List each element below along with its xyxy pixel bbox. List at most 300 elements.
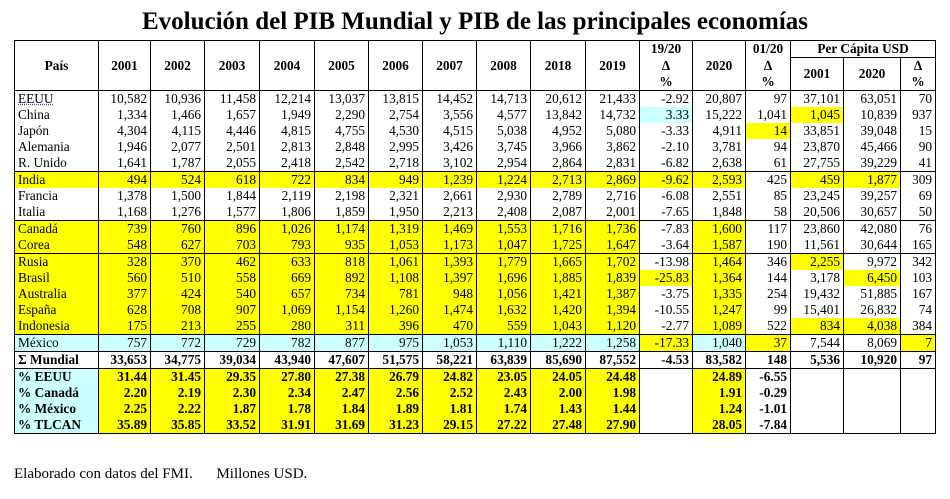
- value-cell: 2,198: [315, 188, 369, 204]
- value-cell: 2,290: [315, 107, 369, 123]
- table-row: [15, 237, 936, 254]
- value-cell: 1,239: [423, 172, 477, 189]
- value-cell: 892: [315, 270, 369, 286]
- table-body: [15, 91, 936, 434]
- units-note: Millones USD.: [216, 466, 308, 482]
- value-cell: 90: [901, 139, 936, 155]
- value-cell: 2,001: [586, 204, 640, 221]
- country-name-cell: Rusia: [15, 254, 99, 271]
- value-cell: 1.74: [477, 401, 531, 417]
- value-cell: 1,464: [693, 254, 746, 271]
- value-cell: -6.08: [640, 188, 693, 204]
- country-name-cell: Australia: [15, 286, 99, 302]
- country-name-cell: China: [15, 107, 99, 123]
- value-cell: 9,972: [844, 254, 901, 271]
- col-header-change-01-20: 01/20: [746, 41, 791, 58]
- value-cell: 31.45: [151, 369, 205, 386]
- value-cell: 167: [901, 286, 936, 302]
- value-cell: 15,401: [791, 302, 844, 318]
- value-cell: 949: [369, 172, 423, 189]
- value-cell: 1,069: [260, 302, 315, 318]
- value-cell: 144: [746, 270, 791, 286]
- country-name-cell: % Canadá: [15, 385, 99, 401]
- value-cell: 1,632: [477, 302, 531, 318]
- value-cell: 4,530: [369, 123, 423, 139]
- value-cell: 13,815: [369, 91, 423, 108]
- value-cell: 781: [369, 286, 423, 302]
- value-cell: 1,041: [746, 107, 791, 123]
- table-row: [15, 302, 936, 318]
- value-cell: 2.43: [477, 385, 531, 401]
- value-cell: 27.80: [260, 369, 315, 386]
- value-cell: 76: [901, 221, 936, 238]
- value-cell: 1,120: [586, 318, 640, 335]
- value-cell: 1,393: [423, 254, 477, 271]
- value-cell: 1,173: [423, 237, 477, 254]
- value-cell: 1,702: [586, 254, 640, 271]
- value-cell: 628: [99, 302, 151, 318]
- value-cell: 29.35: [205, 369, 260, 386]
- value-cell: 1,421: [531, 286, 586, 302]
- value-cell: -7.84: [746, 417, 791, 434]
- value-cell: 2,995: [369, 139, 423, 155]
- value-cell: 548: [99, 237, 151, 254]
- col-header-year: 2008: [477, 41, 531, 91]
- value-cell: 3,102: [423, 155, 477, 172]
- value-cell: 1,174: [315, 221, 369, 238]
- value-cell: [640, 385, 693, 401]
- value-cell: 70: [901, 91, 936, 108]
- value-cell: 39,257: [844, 188, 901, 204]
- value-cell: 6,450: [844, 270, 901, 286]
- value-cell: 346: [746, 254, 791, 271]
- value-cell: 2,930: [477, 188, 531, 204]
- value-cell: 20,807: [693, 91, 746, 108]
- value-cell: 97: [901, 352, 936, 369]
- value-cell: 1,040: [693, 335, 746, 352]
- col-header-year: 2001: [99, 41, 151, 91]
- value-cell: 21,433: [586, 91, 640, 108]
- value-cell: 1,420: [531, 302, 586, 318]
- value-cell: 2,813: [260, 139, 315, 155]
- value-cell: -4.53: [640, 352, 693, 369]
- value-cell: 2,087: [531, 204, 586, 221]
- value-cell: 782: [260, 335, 315, 352]
- col-header-pc-2001: 2001: [791, 58, 844, 91]
- value-cell: 35.89: [99, 417, 151, 434]
- value-cell: 7: [901, 335, 936, 352]
- value-cell: 2,754: [369, 107, 423, 123]
- value-cell: 729: [205, 335, 260, 352]
- value-cell: 1,397: [423, 270, 477, 286]
- value-cell: 3,556: [423, 107, 477, 123]
- table-header: [15, 41, 936, 91]
- value-cell: 1,779: [477, 254, 531, 271]
- value-cell: 14,732: [586, 107, 640, 123]
- table-row: [15, 91, 936, 108]
- value-cell: 24.89: [693, 369, 746, 386]
- country-name-cell: % México: [15, 401, 99, 417]
- value-cell: 1,716: [531, 221, 586, 238]
- value-cell: 11,458: [205, 91, 260, 108]
- value-cell: [791, 417, 844, 434]
- value-cell: 1,885: [531, 270, 586, 286]
- value-cell: 772: [151, 335, 205, 352]
- value-cell: 1.43: [531, 401, 586, 417]
- value-cell: 23.05: [477, 369, 531, 386]
- value-cell: 3.33: [640, 107, 693, 123]
- country-name-cell: Indonesia: [15, 318, 99, 335]
- value-cell: 5,080: [586, 123, 640, 139]
- value-cell: 3,178: [791, 270, 844, 286]
- value-cell: -0.29: [746, 385, 791, 401]
- value-cell: 2,551: [693, 188, 746, 204]
- value-cell: 907: [205, 302, 260, 318]
- value-cell: 2,661: [423, 188, 477, 204]
- value-cell: 83,582: [693, 352, 746, 369]
- value-cell: 3,745: [477, 139, 531, 155]
- value-cell: 3,426: [423, 139, 477, 155]
- value-cell: 63,839: [477, 352, 531, 369]
- value-cell: 2.56: [369, 385, 423, 401]
- table-row: [15, 401, 936, 417]
- value-cell: 10,582: [99, 91, 151, 108]
- value-cell: 4,815: [260, 123, 315, 139]
- delta-label: Δ: [640, 58, 693, 75]
- value-cell: 1,026: [260, 221, 315, 238]
- value-cell: [901, 401, 936, 417]
- value-cell: 834: [791, 318, 844, 335]
- value-cell: 14: [746, 123, 791, 139]
- value-cell: 31.44: [99, 369, 151, 386]
- value-cell: [844, 369, 901, 386]
- country-name-cell: México: [15, 335, 99, 352]
- value-cell: 19,432: [791, 286, 844, 302]
- value-cell: 1,335: [693, 286, 746, 302]
- value-cell: 1,260: [369, 302, 423, 318]
- value-cell: 1,053: [369, 237, 423, 254]
- value-cell: 11,561: [791, 237, 844, 254]
- value-cell: 2.00: [531, 385, 586, 401]
- value-cell: -10.55: [640, 302, 693, 318]
- value-cell: 1,647: [586, 237, 640, 254]
- table-row: [15, 123, 936, 139]
- value-cell: 14,713: [477, 91, 531, 108]
- value-cell: 1,657: [205, 107, 260, 123]
- value-cell: [640, 417, 693, 434]
- value-cell: 522: [746, 318, 791, 335]
- country-name-cell: % EEUU: [15, 369, 99, 386]
- page-title: Evolución del PIB Mundial y PIB de las principales economías: [141, 8, 809, 35]
- value-cell: [640, 369, 693, 386]
- value-cell: 255: [205, 318, 260, 335]
- value-cell: -3.33: [640, 123, 693, 139]
- value-cell: [791, 385, 844, 401]
- value-cell: 94: [746, 139, 791, 155]
- value-cell: 103: [901, 270, 936, 286]
- value-cell: 37: [746, 335, 791, 352]
- value-cell: 1.24: [693, 401, 746, 417]
- value-cell: 760: [151, 221, 205, 238]
- value-cell: -17.33: [640, 335, 693, 352]
- value-cell: [791, 369, 844, 386]
- value-cell: 41: [901, 155, 936, 172]
- value-cell: 26.79: [369, 369, 423, 386]
- value-cell: 657: [260, 286, 315, 302]
- value-cell: -25.83: [640, 270, 693, 286]
- value-cell: 1.98: [586, 385, 640, 401]
- value-cell: 2,864: [531, 155, 586, 172]
- value-cell: 510: [151, 270, 205, 286]
- col-header-change-19-20: 19/20: [640, 41, 693, 58]
- value-cell: 1,553: [477, 221, 531, 238]
- value-cell: 117: [746, 221, 791, 238]
- value-cell: 834: [315, 172, 369, 189]
- value-cell: 1,696: [477, 270, 531, 286]
- country-name-cell: R. Unido: [15, 155, 99, 172]
- value-cell: 1,168: [99, 204, 151, 221]
- value-cell: 559: [477, 318, 531, 335]
- value-cell: 39,229: [844, 155, 901, 172]
- value-cell: 15,222: [693, 107, 746, 123]
- value-cell: 2.52: [423, 385, 477, 401]
- value-cell: 1,949: [260, 107, 315, 123]
- value-cell: 3,966: [531, 139, 586, 155]
- col-header-year: 2018: [531, 41, 586, 91]
- value-cell: 311: [315, 318, 369, 335]
- value-cell: 1.78: [260, 401, 315, 417]
- country-name-cell: EEUU: [15, 91, 99, 108]
- value-cell: 1,258: [586, 335, 640, 352]
- value-cell: -7.65: [640, 204, 693, 221]
- value-cell: -2.10: [640, 139, 693, 155]
- value-cell: 50: [901, 204, 936, 221]
- value-cell: 309: [901, 172, 936, 189]
- value-cell: 948: [423, 286, 477, 302]
- value-cell: 2,255: [791, 254, 844, 271]
- value-cell: 1,394: [586, 302, 640, 318]
- value-cell: 937: [901, 107, 936, 123]
- table-row: [15, 385, 936, 401]
- value-cell: 10,839: [844, 107, 901, 123]
- value-cell: 1.81: [423, 401, 477, 417]
- value-cell: 43,940: [260, 352, 315, 369]
- country-name-cell: España: [15, 302, 99, 318]
- country-name-cell: Brasil: [15, 270, 99, 286]
- value-cell: 1,641: [99, 155, 151, 172]
- value-cell: -1.01: [746, 401, 791, 417]
- table-row: [15, 155, 936, 172]
- table-row: [15, 318, 936, 335]
- value-cell: 370: [151, 254, 205, 271]
- value-cell: 1,387: [586, 286, 640, 302]
- value-cell: 425: [746, 172, 791, 189]
- value-cell: 280: [260, 318, 315, 335]
- value-cell: [791, 401, 844, 417]
- value-cell: -2.92: [640, 91, 693, 108]
- delta-label: Δ: [746, 58, 791, 75]
- value-cell: 2,119: [260, 188, 315, 204]
- value-cell: 13,037: [315, 91, 369, 108]
- value-cell: 39,034: [205, 352, 260, 369]
- value-cell: 1,053: [423, 335, 477, 352]
- col-header-per-capita: Per Cápita USD: [791, 41, 936, 58]
- value-cell: 1,844: [205, 188, 260, 204]
- value-cell: 4,038: [844, 318, 901, 335]
- value-cell: 2,848: [315, 139, 369, 155]
- value-cell: 58,221: [423, 352, 477, 369]
- value-cell: 2,055: [205, 155, 260, 172]
- value-cell: 377: [99, 286, 151, 302]
- value-cell: 2.34: [260, 385, 315, 401]
- table-row: [15, 286, 936, 302]
- value-cell: 87,552: [586, 352, 640, 369]
- value-cell: 20,612: [531, 91, 586, 108]
- value-cell: 35.85: [151, 417, 205, 434]
- value-cell: -9.62: [640, 172, 693, 189]
- table-row: [15, 352, 936, 369]
- col-header-year: 2007: [423, 41, 477, 91]
- value-cell: 560: [99, 270, 151, 286]
- value-cell: 2,077: [151, 139, 205, 155]
- value-cell: 2,954: [477, 155, 531, 172]
- country-name-cell: Σ Mundial: [15, 352, 99, 369]
- value-cell: 27.38: [315, 369, 369, 386]
- value-cell: 58: [746, 204, 791, 221]
- value-cell: 1,587: [693, 237, 746, 254]
- table-row: [15, 139, 936, 155]
- col-header-year: 2005: [315, 41, 369, 91]
- value-cell: -2.77: [640, 318, 693, 335]
- value-cell: 896: [205, 221, 260, 238]
- value-cell: -6.82: [640, 155, 693, 172]
- value-cell: [640, 401, 693, 417]
- country-name-cell: Francia: [15, 188, 99, 204]
- value-cell: 540: [205, 286, 260, 302]
- value-cell: 1,222: [531, 335, 586, 352]
- col-header-year: 2019: [586, 41, 640, 91]
- value-cell: 1,577: [205, 204, 260, 221]
- source-note: Elaborado con datos del FMI.: [14, 466, 193, 482]
- table-row: [15, 188, 936, 204]
- value-cell: 1,600: [693, 221, 746, 238]
- value-cell: 24.82: [423, 369, 477, 386]
- value-cell: 23,245: [791, 188, 844, 204]
- col-header-year: 2004: [260, 41, 315, 91]
- value-cell: 1,276: [151, 204, 205, 221]
- value-cell: [844, 385, 901, 401]
- value-cell: 4,755: [315, 123, 369, 139]
- value-cell: 4,446: [205, 123, 260, 139]
- value-cell: 708: [151, 302, 205, 318]
- value-cell: 1,946: [99, 139, 151, 155]
- value-cell: 4,115: [151, 123, 205, 139]
- value-cell: 3,781: [693, 139, 746, 155]
- col-header-2020: 2020: [693, 41, 746, 91]
- value-cell: 1,045: [791, 107, 844, 123]
- value-cell: 1,334: [99, 107, 151, 123]
- value-cell: 2,718: [369, 155, 423, 172]
- value-cell: 99: [746, 302, 791, 318]
- value-cell: 33,653: [99, 352, 151, 369]
- value-cell: 2,213: [423, 204, 477, 221]
- value-cell: 30,657: [844, 204, 901, 221]
- percent-label: %: [746, 74, 791, 91]
- value-cell: 33.52: [205, 417, 260, 434]
- value-cell: -7.83: [640, 221, 693, 238]
- value-cell: 1.89: [369, 401, 423, 417]
- value-cell: 558: [205, 270, 260, 286]
- value-cell: 2.22: [151, 401, 205, 417]
- value-cell: -3.64: [640, 237, 693, 254]
- value-cell: 39,048: [844, 123, 901, 139]
- value-cell: 1,043: [531, 318, 586, 335]
- table-row: [15, 172, 936, 189]
- value-cell: 27.22: [477, 417, 531, 434]
- value-cell: 4,515: [423, 123, 477, 139]
- value-cell: 1,725: [531, 237, 586, 254]
- table-row: [15, 204, 936, 221]
- value-cell: 7,544: [791, 335, 844, 352]
- value-cell: 1,364: [693, 270, 746, 286]
- value-cell: 1,110: [477, 335, 531, 352]
- value-cell: 63,051: [844, 91, 901, 108]
- value-cell: 2,408: [477, 204, 531, 221]
- table-row: [15, 270, 936, 286]
- value-cell: 85: [746, 188, 791, 204]
- value-cell: 424: [151, 286, 205, 302]
- value-cell: 1,474: [423, 302, 477, 318]
- col-header-pc-2020: 2020: [844, 58, 901, 91]
- country-name-cell: Corea: [15, 237, 99, 254]
- country-name-cell: % TLCAN: [15, 417, 99, 434]
- table-row: [15, 369, 936, 386]
- country-name-cell: Japón: [15, 123, 99, 139]
- value-cell: 23,870: [791, 139, 844, 155]
- value-cell: 1,056: [477, 286, 531, 302]
- value-cell: 4,952: [531, 123, 586, 139]
- value-cell: 2,713: [531, 172, 586, 189]
- value-cell: 739: [99, 221, 151, 238]
- value-cell: 2,831: [586, 155, 640, 172]
- value-cell: 47,607: [315, 352, 369, 369]
- value-cell: 1,319: [369, 221, 423, 238]
- col-header-country: País: [15, 41, 99, 91]
- value-cell: 1.84: [315, 401, 369, 417]
- value-cell: -13.98: [640, 254, 693, 271]
- value-cell: 213: [151, 318, 205, 335]
- value-cell: 24.05: [531, 369, 586, 386]
- value-cell: 28.05: [693, 417, 746, 434]
- value-cell: 24.48: [586, 369, 640, 386]
- table-row: [15, 254, 936, 271]
- value-cell: 1,859: [315, 204, 369, 221]
- value-cell: [901, 369, 936, 386]
- value-cell: 27.48: [531, 417, 586, 434]
- value-cell: 1,950: [369, 204, 423, 221]
- value-cell: 5,038: [477, 123, 531, 139]
- value-cell: 37,101: [791, 91, 844, 108]
- country-name-cell: Alemania: [15, 139, 99, 155]
- value-cell: 722: [260, 172, 315, 189]
- value-cell: 30,644: [844, 237, 901, 254]
- value-cell: -6.55: [746, 369, 791, 386]
- gdp-table: [14, 40, 936, 434]
- value-cell: 1,736: [586, 221, 640, 238]
- value-cell: 935: [315, 237, 369, 254]
- value-cell: 27.90: [586, 417, 640, 434]
- value-cell: 12,214: [260, 91, 315, 108]
